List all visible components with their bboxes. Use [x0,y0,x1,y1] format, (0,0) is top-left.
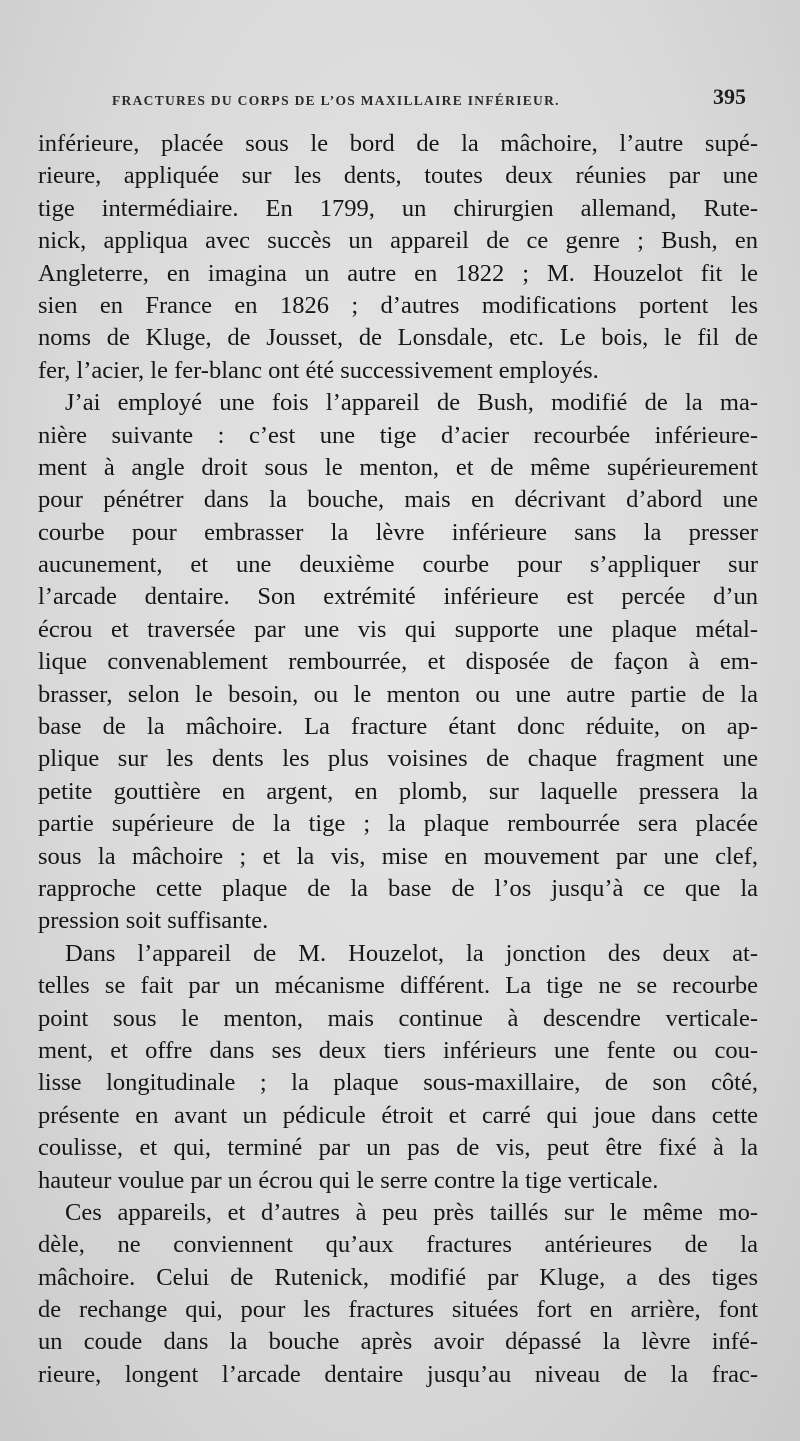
running-title: FRACTURES DU CORPS DE L’OS MAXILLAIRE INFÉRIEUR. [112,93,560,108]
text-line: sien en France en 1826 ; d’autres modifications portent les [38,291,758,319]
text-line: de rechange qui, pour les fractures situées fort en arrière, font [38,1296,758,1324]
text-line: J’ai employé une fois l’appareil de Bush, modifié de la ma- [65,389,758,417]
text-line: rieure, longent l’arcade dentaire jusqu’au niveau de la frac- [38,1360,758,1388]
text-line: rapproche cette plaque de la base de l’os jusqu’à ce que la [38,874,758,902]
text-line: ment à angle droit sous le menton, et de même supérieurement [38,453,758,481]
text-line: lisse longitudinale ; la plaque sous-maxillaire, de son côté, [38,1069,758,1097]
text-line: sous la mâchoire ; et la vis, mise en mouvement par une clef, [38,842,758,870]
text-line: brasser, selon le besoin, ou le menton ou une autre partie de la [38,680,758,708]
text-line: l’arcade dentaire. Son extrémité inférieure est percée d’un [38,583,758,611]
text-line: un coude dans la bouche après avoir dépassé la lèvre infé- [38,1328,758,1356]
body-text [38,128,758,1391]
text-line: Ces appareils, et d’autres à peu près taillés sur le même mo- [65,1198,758,1226]
text-line: fer, l’acier, le fer-blanc ont été successivement employés. [38,356,599,384]
text-line: aucunement, et une deuxième courbe pour s’appliquer sur [38,551,758,579]
text-line: présente en avant un pédicule étroit et carré qui joue dans cette [38,1101,758,1129]
text-line: inférieure, placée sous le bord de la mâchoire, l’autre supé- [38,130,758,157]
text-line: pression soit suffisante. [38,907,269,935]
text-line: hauteur voulue par un écrou qui le serre contre la tige verticale. [38,1166,659,1194]
text-line: lique convenablement rembourrée, et disposée de façon à em- [38,648,758,676]
running-head [112,84,746,116]
text-line: partie supérieure de la tige ; la plaque rembourrée sera placée [38,810,758,838]
text-line: point sous le menton, mais continue à descendre verticale- [38,1004,758,1032]
text-line: noms de Kluge, de Jousset, de Lonsdale, etc. Le bois, le fil de [38,324,758,352]
text-line: Angleterre, en imagina un autre en 1822 ; M. Houzelot fit le [38,259,758,287]
text-line: nière suivante : c’est une tige d’acier recourbée inférieure- [38,421,758,449]
text-line: écrou et traversée par une vis qui supporte une plaque métal- [38,615,758,643]
text-line: base de la mâchoire. La fracture étant donc réduite, on ap- [38,713,758,741]
text-line: tige intermédiaire. En 1799, un chirurgien allemand, Rute- [38,194,758,222]
text-line: courbe pour embrasser la lèvre inférieure sans la presser [38,518,758,546]
text-line: telles se fait par un mécanisme différent. La tige ne se recourbe [38,972,758,1000]
text-line: nick, appliqua avec succès un appareil de ce genre ; Bush, en [38,227,758,255]
page-number: 395 [713,84,746,109]
text-line: rieure, appliquée sur les dents, toutes deux réunies par une [38,162,758,190]
text-line: pour pénétrer dans la bouche, mais en décrivant d’abord une [38,486,758,514]
text-line: petite gouttière en argent, en plomb, sur laquelle pressera la [38,777,758,805]
text-line: Dans l’appareil de M. Houzelot, la jonction des deux at- [65,939,758,967]
text-line: dèle, ne conviennent qu’aux fractures antérieures de la [38,1231,758,1259]
text-line: plique sur les dents les plus voisines de chaque fragment une [38,745,758,773]
text-line: mâchoire. Celui de Rutenick, modifié par Kluge, a des tiges [38,1263,758,1291]
text-line: coulisse, et qui, terminé par un pas de vis, peut être fixé à la [38,1134,758,1162]
text-line: ment, et offre dans ses deux tiers inférieurs une fente ou cou- [38,1036,758,1064]
